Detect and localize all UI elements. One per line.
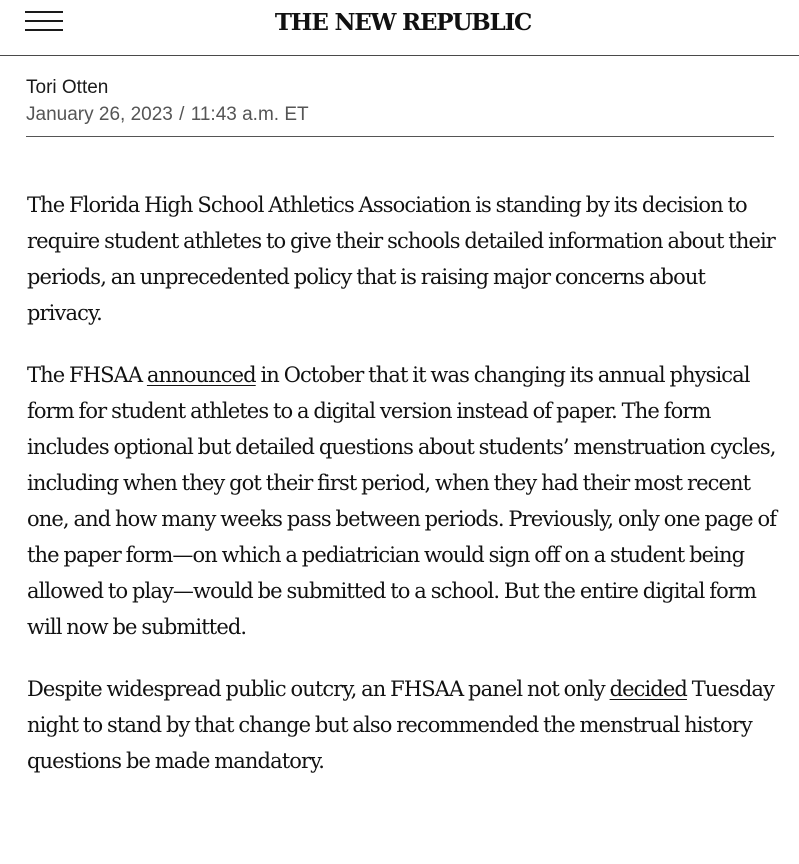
author-name[interactable]: Tori Otten	[26, 77, 109, 98]
article-paragraph-2	[27, 357, 777, 645]
paragraph-text: Tuesday night to stand by that change but also recommended the menstrual history questions be made mandatory.	[27, 677, 774, 773]
publish-time: 11:43 a.m. ET	[190, 104, 309, 125]
decided-link[interactable]: decided	[609, 677, 687, 701]
paragraph-text: The FHSAA	[27, 363, 147, 387]
publish-date: January 26, 2023	[26, 104, 173, 125]
paragraph-text: in October that it was changing its annual physical form for student athletes to a digital version instead of paper. The form includes optional but detailed questions about students’ menstruation cycles, including when they got their first period, when they had their most recent one, and how many weeks pass between periods. Previously, only one page of the paper form—on which a pediatrician would sign off on a student being allowed to play—would be submitted to a school. But the entire digital form will now be submitted.	[27, 363, 777, 639]
announced-link[interactable]: announced	[146, 363, 256, 387]
site-logo[interactable]: THE NEW REPUBLIC	[274, 8, 532, 36]
hamburger-menu-icon[interactable]	[25, 9, 63, 33]
menu-line	[25, 20, 63, 22]
date-separator: /	[179, 104, 185, 125]
article-paragraph-3	[27, 671, 777, 779]
paragraph-text: Despite widespread public outcry, an FHSAA panel not only	[27, 677, 610, 701]
article-byline	[26, 76, 774, 137]
article-paragraph-1: The Florida High School Athletics Association is standing by its decision to require student athletes to give their schools detailed information about their periods, an unprecedented policy that is raising major concerns about privacy.	[27, 193, 775, 325]
site-header	[0, 0, 799, 56]
menu-line	[25, 11, 63, 13]
publish-dateline	[26, 103, 774, 127]
article-body	[27, 187, 777, 805]
menu-line	[25, 29, 63, 31]
